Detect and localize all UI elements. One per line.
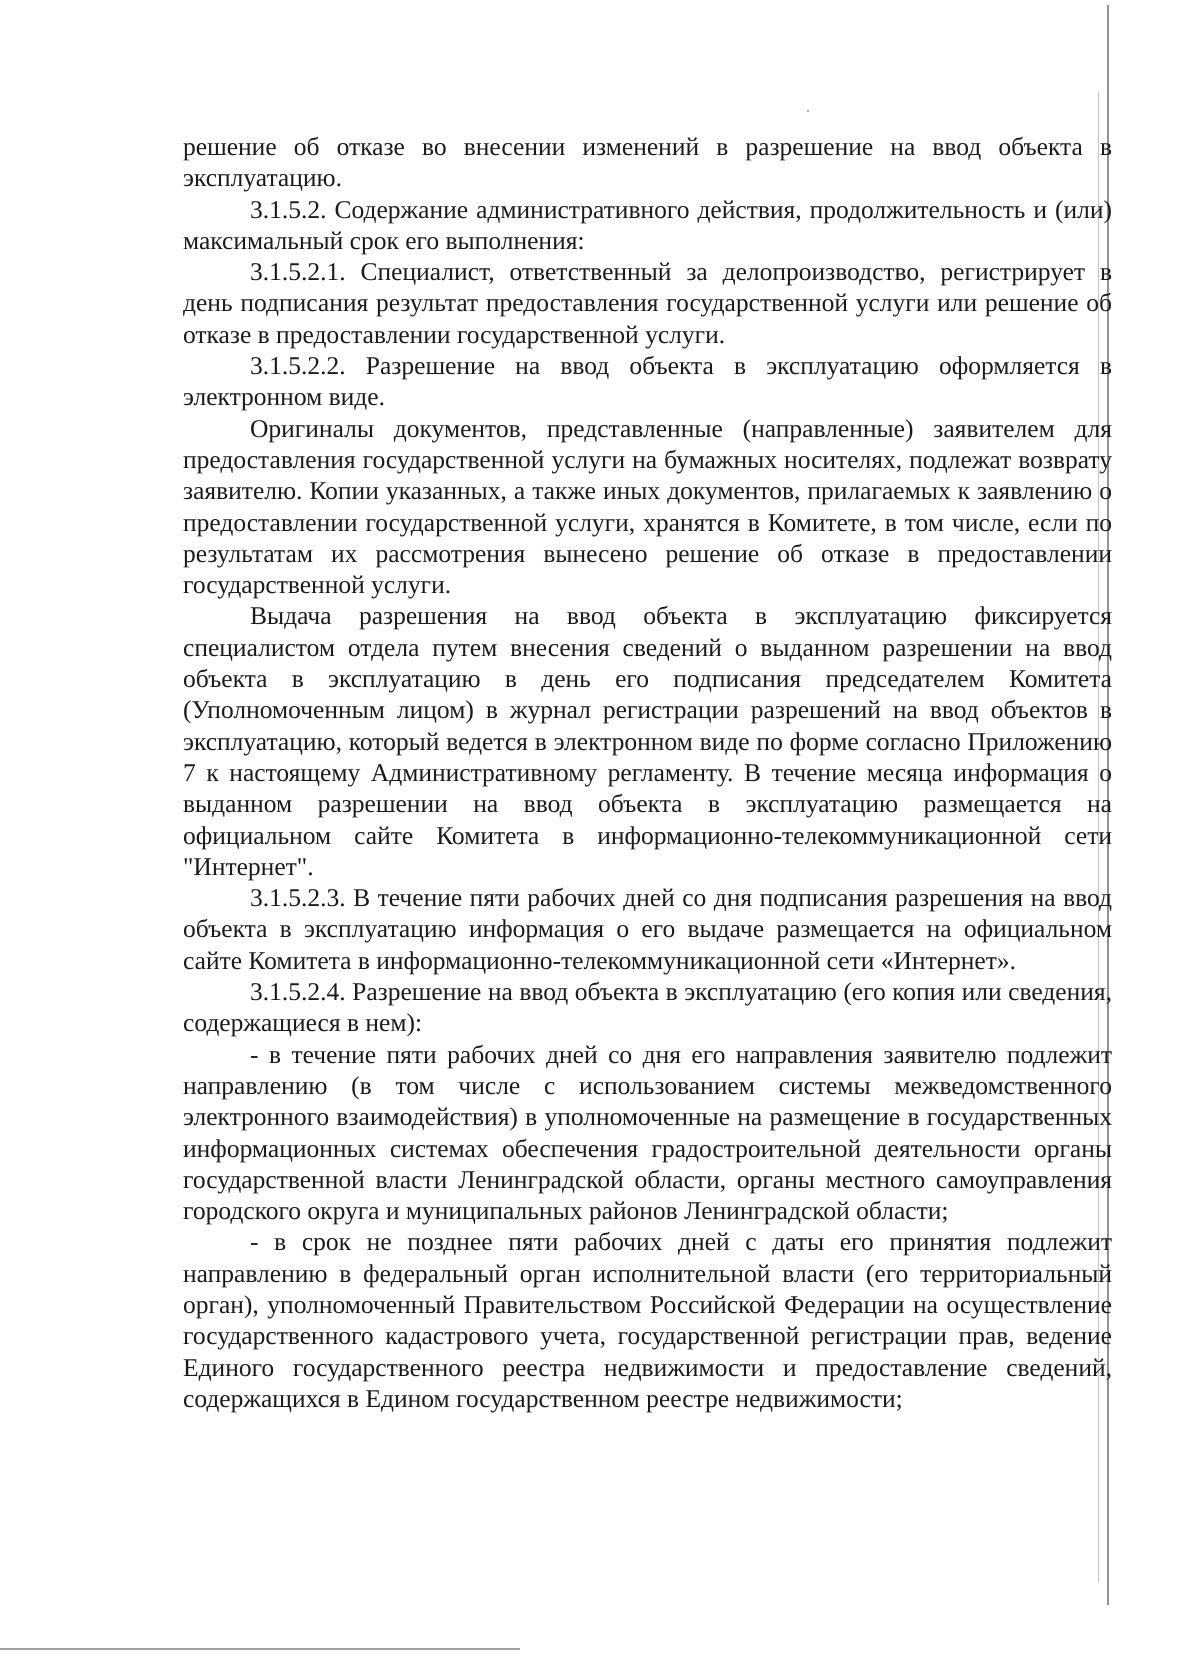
paragraph-3-1-5-2-2: 3.1.5.2.2. Разрешение на ввод объекта в эксплуатацию оформляется в электронном виде. bbox=[183, 351, 1112, 412]
paragraph-3-1-5-2: 3.1.5.2. Содержание административного действия, продолжительность и (или) максимальный срок его выполнения: bbox=[183, 194, 1112, 255]
scan-speck bbox=[807, 110, 809, 112]
list-item-federal-authority: - в срок не позднее пяти рабочих дней с даты его принятия подлежит направлению в федеральный орган исполнительной власти (его территориальный орган), уполномоченный Правительством Российской Федерации на осуществление государственного кадастрового учета, государственной регистрации прав, ведение Единого государственного реестра недвижимости и предоставление сведений, содержащихся в Едином государственном реестре недвижимости; bbox=[183, 1227, 1112, 1413]
list-item-regional-authorities: - в течение пяти рабочих дней со дня его направления заявителю подлежит направлению (в том числе с использованием системы межведомственного электронного взаимодействия) в уполномоченные на размещение в государственных информационных системах обеспечения градостроительной деятельности органы государственной власти Ленинградской области, органы местного самоуправления городского округа и муниципальных районов Ленинградской области; bbox=[183, 1039, 1112, 1226]
paragraph-3-1-5-2-1: 3.1.5.2.1. Специалист, ответственный за делопроизводство, регистрирует в день подписания результат предоставления государственной услуги или решение об отказе в предоставлении государственной услуги. bbox=[183, 257, 1112, 349]
paragraph-issuance: Выдача разрешения на ввод объекта в эксплуатацию фиксируется специалистом отдела путем внесения сведений о выданном разрешении на ввод объекта в эксплуатацию в день его подписания председателем Комитета (Уполномоченным лицом) в журнал регистрации разрешений на ввод объектов в эксплуатацию, который ведется в электронном виде по форме согласно Приложению 7 к настоящему Административному регламенту. В течение месяца информация о выданном разрешении на ввод объекта в эксплуатацию размещается на официальном сайте Комитета в информационно-телекоммуникационной сети "Интернет". bbox=[183, 601, 1112, 881]
paragraph-refusal-continuation: решение об отказе во внесении изменений в разрешение на ввод объекта в эксплуатацию. bbox=[183, 132, 1112, 193]
paragraph-3-1-5-2-4: 3.1.5.2.4. Разрешение на ввод объекта в эксплуатацию (его копия или сведения, содержащиеся в нем): bbox=[183, 977, 1112, 1038]
scan-footer-line bbox=[0, 1648, 520, 1650]
document-body bbox=[183, 131, 1112, 1414]
paragraph-originals: Оригиналы документов, представленные (направленные) заявителем для предоставления государственной услуги на бумажных носителях, подлежат возврату заявителю. Копии указанных, а также иных документов, прилагаемых к заявлению о предоставлении государственной услуги, хранятся в Комитете, в том числе, если по результатам их рассмотрения вынесено решение об отказе в предоставлении государственной услуги. bbox=[183, 413, 1112, 600]
paragraph-3-1-5-2-3: 3.1.5.2.3. В течение пяти рабочих дней со дня подписания разрешения на ввод объекта в эксплуатацию информация о его выдаче размещается на официальном сайте Комитета в информационно-телекоммуникационной сети «Интернет». bbox=[183, 883, 1112, 975]
